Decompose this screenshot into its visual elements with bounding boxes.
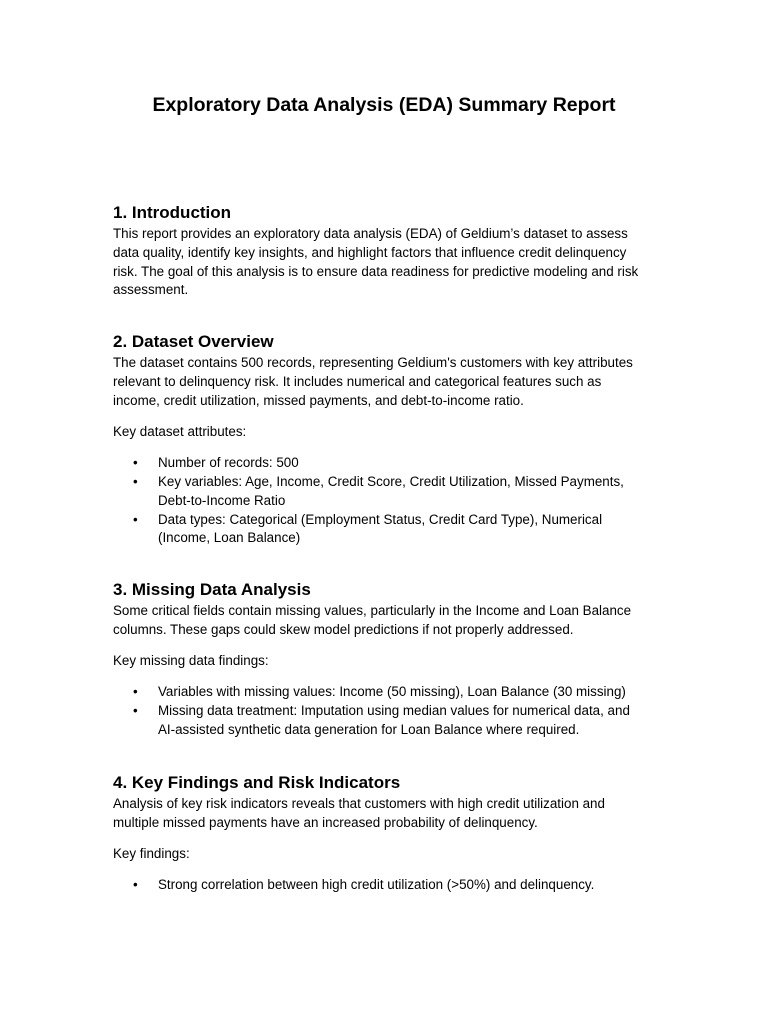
section-heading: 3. Missing Data Analysis (113, 580, 311, 600)
bullet-list (113, 454, 665, 548)
list-item: • Key variables: Age, Income, Credit Score, Credit Utilization, Missed Payments, Debt-to-Income Ratio (133, 473, 624, 508)
bullet-icon: • (133, 511, 138, 527)
section-paragraph: Some critical fields contain missing values, particularly in the Income and Loan Balance columns. These gaps could skew model predictions if not properly addressed. (113, 603, 632, 637)
section-introduction (113, 201, 665, 300)
section-heading: 1. Introduction (113, 203, 232, 222)
bullet-icon: • (133, 473, 138, 489)
list-item: • Missing data treatment: Imputation using median values for numerical data, and AI-assisted synthetic data generation for Loan Balance where required. (133, 703, 630, 737)
list-item: • Strong correlation between high credit utilization (>50%) and delinquency. (158, 876, 665, 895)
bullet-icon: • (133, 876, 138, 892)
section-heading: 4. Key Findings and Risk Indicators (113, 772, 401, 792)
list-intro: Key dataset attributes: (113, 423, 247, 439)
document-body (113, 201, 665, 895)
list-intro: Key findings: (113, 845, 190, 861)
bullet-list (113, 683, 665, 739)
bullet-icon: • (133, 455, 138, 471)
section-paragraph: Analysis of key risk indicators reveals that customers with high credit utilization and multiple missed payments have an increased probability of delinquency. (113, 795, 605, 830)
list-item: • Data types: Categorical (Employment Status, Credit Card Type), Numerical (Income, Loan Balance) (133, 511, 603, 546)
bullet-icon: • (133, 703, 138, 719)
section-paragraph: This report provides an exploratory data analysis (EDA) of Geldium’s dataset to assess data quality, identify key insights, and highlight factors that influence credit delinquency risk. The goal of this analysis is to ensure data readiness for predictive modeling and risk assessment. (113, 226, 639, 298)
section-dataset-overview (113, 330, 665, 548)
section-paragraph: The dataset contains 500 records, representing Geldium's customers with key attributes relevant to delinquency risk. It includes numerical and categorical features such as income, credit utilization, missed payments, and debt-to-income ratio. (113, 355, 633, 408)
section-key-findings (113, 771, 665, 895)
list-item: • Number of records: 500 (158, 454, 665, 473)
list-intro: Key missing data findings: (113, 653, 269, 669)
document-title: Exploratory Data Analysis (EDA) Summary Report (152, 94, 616, 116)
section-heading: 2. Dataset Overview (113, 332, 274, 352)
list-item: • Variables with missing values: Income (50 missing), Loan Balance (30 missing) (158, 683, 665, 702)
bullet-icon: • (133, 684, 138, 700)
bullet-list (113, 876, 665, 895)
section-missing-data (113, 578, 665, 740)
